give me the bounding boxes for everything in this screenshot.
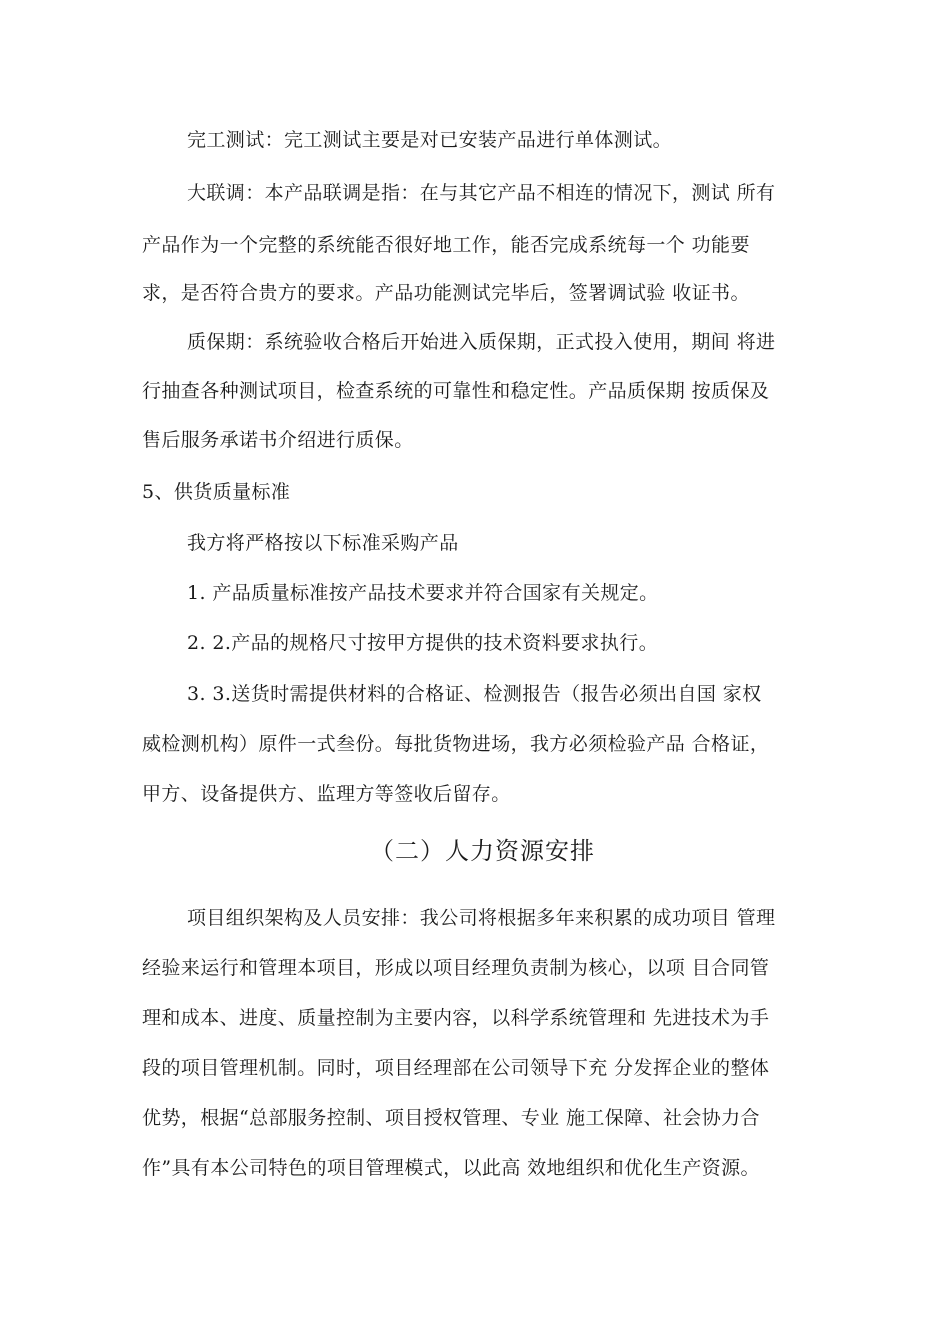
paragraph-3-line-1: 质保期：系统验收合格后开始进入质保期，正式投入使用，期间 将进 bbox=[187, 331, 776, 353]
section-5-title: 5、供货质量标准 bbox=[142, 481, 291, 503]
paragraph-4-line-1: 项目组织架构及人员安排：我公司将根据多年来积累的成功项目 管理 bbox=[187, 907, 776, 929]
paragraph-2-line-2: 产品作为一个完整的系统能否很好地工作，能否完成系统每一个 功能要 bbox=[142, 234, 750, 256]
paragraph-4-line-5: 优势，根据“总部服务控制、项目授权管理、专业 施工保障、社会协力合 bbox=[142, 1107, 760, 1129]
section-5-item-2: 2. 2.产品的规格尺寸按甲方提供的技术资料要求执行。 bbox=[187, 632, 659, 654]
paragraph-4-line-4: 段的项目管理机制。同时，项目经理部在公司领导下充 分发挥企业的整体 bbox=[142, 1057, 770, 1079]
paragraph-1-line-1: 完工测试：完工测试主要是对已安装产品进行单体测试。 bbox=[187, 129, 673, 151]
section-heading: （二）人力资源安排 bbox=[370, 837, 595, 865]
section-5-item-3-line-2: 威检测机构）原件一式叁份。每批货物进场，我方必须检验产品 合格证， bbox=[142, 733, 770, 755]
paragraph-2-line-1: 大联调：本产品联调是指：在与其它产品不相连的情况下，测试 所有 bbox=[187, 182, 776, 204]
section-5-item-3-line-3: 甲方、设备提供方、监理方等签收后留存。 bbox=[142, 783, 511, 805]
section-5-item-1: 1. 产品质量标准按产品技术要求并符合国家有关规定。 bbox=[187, 582, 659, 604]
paragraph-4-line-3: 理和成本、进度、质量控制为主要内容，以科学系统管理和 先进技术为手 bbox=[142, 1007, 770, 1029]
section-5-intro: 我方将严格按以下标准采购产品 bbox=[187, 532, 459, 554]
paragraph-3-line-3: 售后服务承诺书介绍进行质保。 bbox=[142, 429, 414, 451]
paragraph-4-line-6: 作”具有本公司特色的项目管理模式，以此高 效地组织和优化生产资源。 bbox=[142, 1157, 760, 1179]
paragraph-2-line-3: 求，是否符合贵方的要求。产品功能测试完毕后，签署调试验 收证书。 bbox=[142, 282, 750, 304]
section-5-item-3-line-1: 3. 3.送货时需提供材料的合格证、检测报告（报告必须出自国 家权 bbox=[187, 683, 762, 705]
paragraph-4-line-2: 经验来运行和管理本项目，形成以项目经理负责制为核心，以项 目合同管 bbox=[142, 957, 770, 979]
paragraph-3-line-2: 行抽查各种测试项目，检查系统的可靠性和稳定性。产品质保期 按质保及 bbox=[142, 380, 770, 402]
